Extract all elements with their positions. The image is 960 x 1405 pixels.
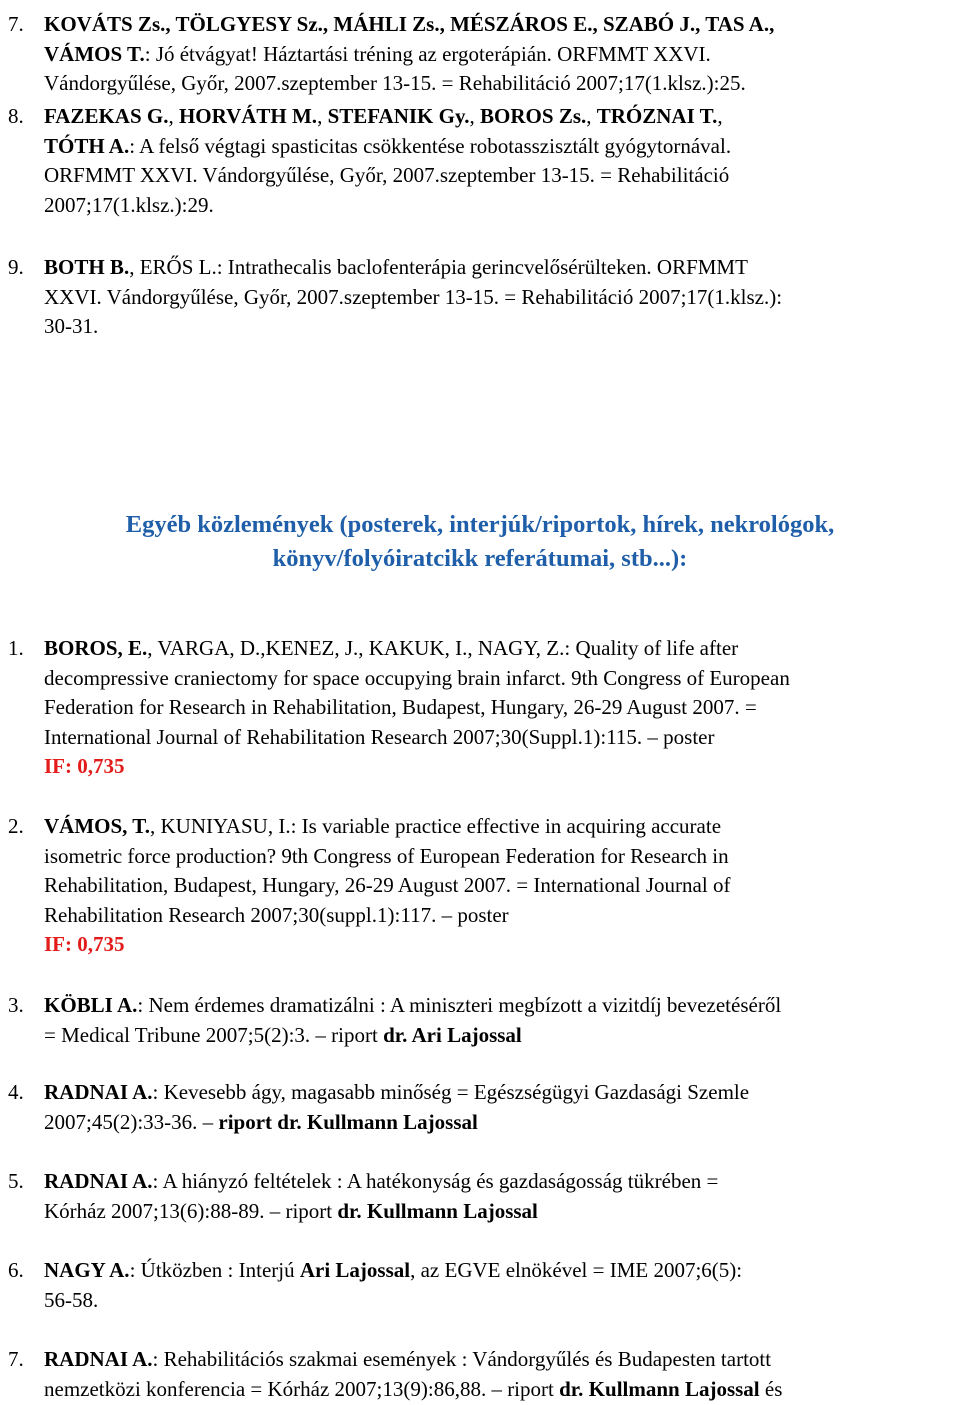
text: , ERŐS L.: Intrathecalis baclofenterápia gerincvelősérülteken. ORFMMT xyxy=(129,255,748,279)
text: , xyxy=(717,104,723,128)
section-heading-line-2: könyv/folyóiratcikk referátumai, stb...): xyxy=(272,545,688,572)
text: Federation for Research in Rehabilitation, Budapest, Hungary, 26-29 August 2007. = xyxy=(44,695,757,719)
bold-text: dr. Kullmann Lajossal xyxy=(559,1376,760,1401)
entry-line xyxy=(0,901,958,931)
publication-entry xyxy=(0,1078,958,1137)
publication-entry xyxy=(0,1345,958,1404)
bold-text: dr. Ari Lajossal xyxy=(383,1022,522,1047)
entry-number: 8. xyxy=(8,104,24,128)
bold-text: TRÓZNAI T. xyxy=(596,104,718,128)
text: 30-31. xyxy=(44,314,99,338)
entry-number: 4. xyxy=(8,1080,24,1104)
impact-factor: IF: 0,735 xyxy=(44,754,125,778)
entry-number: 7. xyxy=(8,1347,24,1371)
entry-line xyxy=(0,1197,958,1227)
entry-line xyxy=(0,253,958,283)
bold-text: FAZEKAS G. xyxy=(44,104,169,128)
publication-entry xyxy=(0,634,958,782)
bold-text: STEFANIK Gy. xyxy=(327,104,470,128)
entry-line xyxy=(0,10,958,40)
entry-line xyxy=(0,871,958,901)
entry-number: 2. xyxy=(8,814,24,838)
publication-entry xyxy=(0,10,958,99)
entry-line xyxy=(0,40,958,70)
text: XXVI. Vándorgyűlése, Győr, 2007.szeptember 13-15. = Rehabilitáció 2007;17(1.klsz.): xyxy=(44,284,783,309)
text: , xyxy=(317,104,328,128)
entry-line xyxy=(0,102,958,132)
entry-line xyxy=(0,1256,958,1286)
section-heading xyxy=(0,508,960,576)
bold-text: BOROS Zs. xyxy=(480,104,587,128)
entry-line xyxy=(0,1286,958,1316)
entry-number: 6. xyxy=(8,1258,24,1282)
text: decompressive craniectomy for space occupying brain infarct. 9th Congress of European xyxy=(44,665,790,690)
entry-line xyxy=(0,723,958,753)
text: , VARGA, D.,KENEZ, J., KAKUK, I., NAGY, Z.: Quality of life after xyxy=(147,636,739,660)
text: , xyxy=(469,104,481,128)
publication-entry xyxy=(0,812,958,960)
bold-text: KOVÁTS Zs., TÖLGYESY Sz., MÁHLI Zs., MÉSZÁROS E., SZABÓ J., TAS A., xyxy=(44,12,775,36)
text: International Journal of Rehabilitation Research 2007;30(Suppl.1):115. – poster xyxy=(44,724,715,749)
publication-entry xyxy=(0,1167,958,1226)
entry-line xyxy=(0,1021,958,1051)
bold-text: dr. Kullmann Lajossal xyxy=(337,1198,538,1223)
bold-text: Ari Lajossal xyxy=(299,1258,411,1282)
text: nemzetközi konferencia = Kórház 2007;13(9):86,88. – riport xyxy=(44,1376,560,1401)
text: : Nem érdemes dramatizálni : A miniszteri megbízott a vizitdíj bevezetéséről xyxy=(137,993,782,1017)
bold-text: NAGY A. xyxy=(44,1258,130,1282)
entry-line xyxy=(0,991,958,1021)
text: , KUNIYASU, I.: Is variable practice effective in acquiring accurate xyxy=(149,814,722,838)
entry-line xyxy=(0,69,958,99)
bold-text: KÖBLI A. xyxy=(44,993,138,1017)
entry-line xyxy=(0,812,958,842)
entry-line xyxy=(0,930,958,960)
entry-number: 1. xyxy=(8,636,24,660)
text: = Medical Tribune 2007;5(2):3. – riport xyxy=(44,1022,384,1047)
bold-text: riport dr. Kullmann Lajossal xyxy=(218,1109,478,1134)
bold-text: VÁMOS, T. xyxy=(44,814,150,838)
entry-number: 7. xyxy=(8,12,24,36)
entry-line xyxy=(0,132,958,162)
publication-entry xyxy=(0,1256,958,1315)
text: : A hiányzó feltételek : A hatékonyság és gazdaságosság tükrében = xyxy=(152,1169,719,1193)
bold-text: HORVÁTH M. xyxy=(178,104,318,128)
entry-number: 9. xyxy=(8,255,24,279)
text: , xyxy=(586,104,597,128)
entry-number: 3. xyxy=(8,993,24,1017)
entry-line xyxy=(0,752,958,782)
bold-text: RADNAI A. xyxy=(44,1080,153,1104)
impact-factor: IF: 0,735 xyxy=(44,932,125,956)
publication-entry xyxy=(0,253,958,342)
text: : Kevesebb ágy, magasabb minőség = Egészségügyi Gazdasági Szemle xyxy=(152,1080,750,1104)
bold-text: RADNAI A. xyxy=(44,1169,153,1193)
entry-line xyxy=(0,283,958,313)
entry-line xyxy=(0,842,958,872)
text: Vándorgyűlése, Győr, 2007.szeptember 13-15. = Rehabilitáció 2007;17(1.klsz.):25. xyxy=(44,71,746,95)
text: : A felső végtagi spasticitas csökkentése robotasszisztált gyógytornával. xyxy=(129,133,732,158)
bold-text: BOROS, E. xyxy=(44,636,148,660)
text: 2007;45(2):33-36. – xyxy=(44,1109,219,1134)
entry-line xyxy=(0,634,958,664)
text: : Rehabilitációs szakmai események : Vándorgyűlés és Budapesten tartott xyxy=(152,1347,772,1371)
text: 2007;17(1.klsz.):29. xyxy=(44,192,214,217)
text: Rehabilitation Research 2007;30(suppl.1):117. – poster xyxy=(44,902,509,927)
text: , xyxy=(168,104,179,128)
bold-text: RADNAI A. xyxy=(44,1347,153,1371)
text: Rehabilitation, Budapest, Hungary, 26-29 August 2007. = International Journal of xyxy=(44,873,731,897)
text: Kórház 2007;13(6):88-89. – riport xyxy=(44,1198,338,1223)
text: 56-58. xyxy=(44,1287,99,1312)
entry-line xyxy=(0,1345,958,1375)
text: : Útközben : Interjú xyxy=(129,1258,300,1282)
text: : Jó étvágyat! Háztartási tréning az ergoterápián. ORFMMT XXVI. xyxy=(144,41,711,66)
entry-line xyxy=(0,1078,958,1108)
text: és xyxy=(759,1376,783,1401)
entry-line xyxy=(0,1375,958,1405)
text: ORFMMT XXVI. Vándorgyűlése, Győr, 2007.szeptember 13-15. = Rehabilitáció xyxy=(44,163,730,187)
section-heading-line-1: Egyéb közlemények (posterek, interjúk/riportok, hírek, nekrológok, xyxy=(125,511,835,538)
text: , az EGVE elnökével = IME 2007;6(5): xyxy=(410,1258,743,1282)
entry-line xyxy=(0,693,958,723)
bold-text: BOTH B. xyxy=(44,255,130,279)
entry-line xyxy=(0,1108,958,1138)
publication-entry xyxy=(0,102,958,220)
text: isometric force production? 9th Congress of European Federation for Research in xyxy=(44,843,729,868)
bold-text: TÓTH A. xyxy=(44,133,130,158)
entry-number: 5. xyxy=(8,1169,24,1193)
entry-line xyxy=(0,1167,958,1197)
entry-line xyxy=(0,664,958,694)
bold-text: VÁMOS T. xyxy=(44,41,145,66)
entry-line xyxy=(0,161,958,191)
publication-entry xyxy=(0,991,958,1050)
entry-line xyxy=(0,312,958,342)
entry-line xyxy=(0,191,958,221)
